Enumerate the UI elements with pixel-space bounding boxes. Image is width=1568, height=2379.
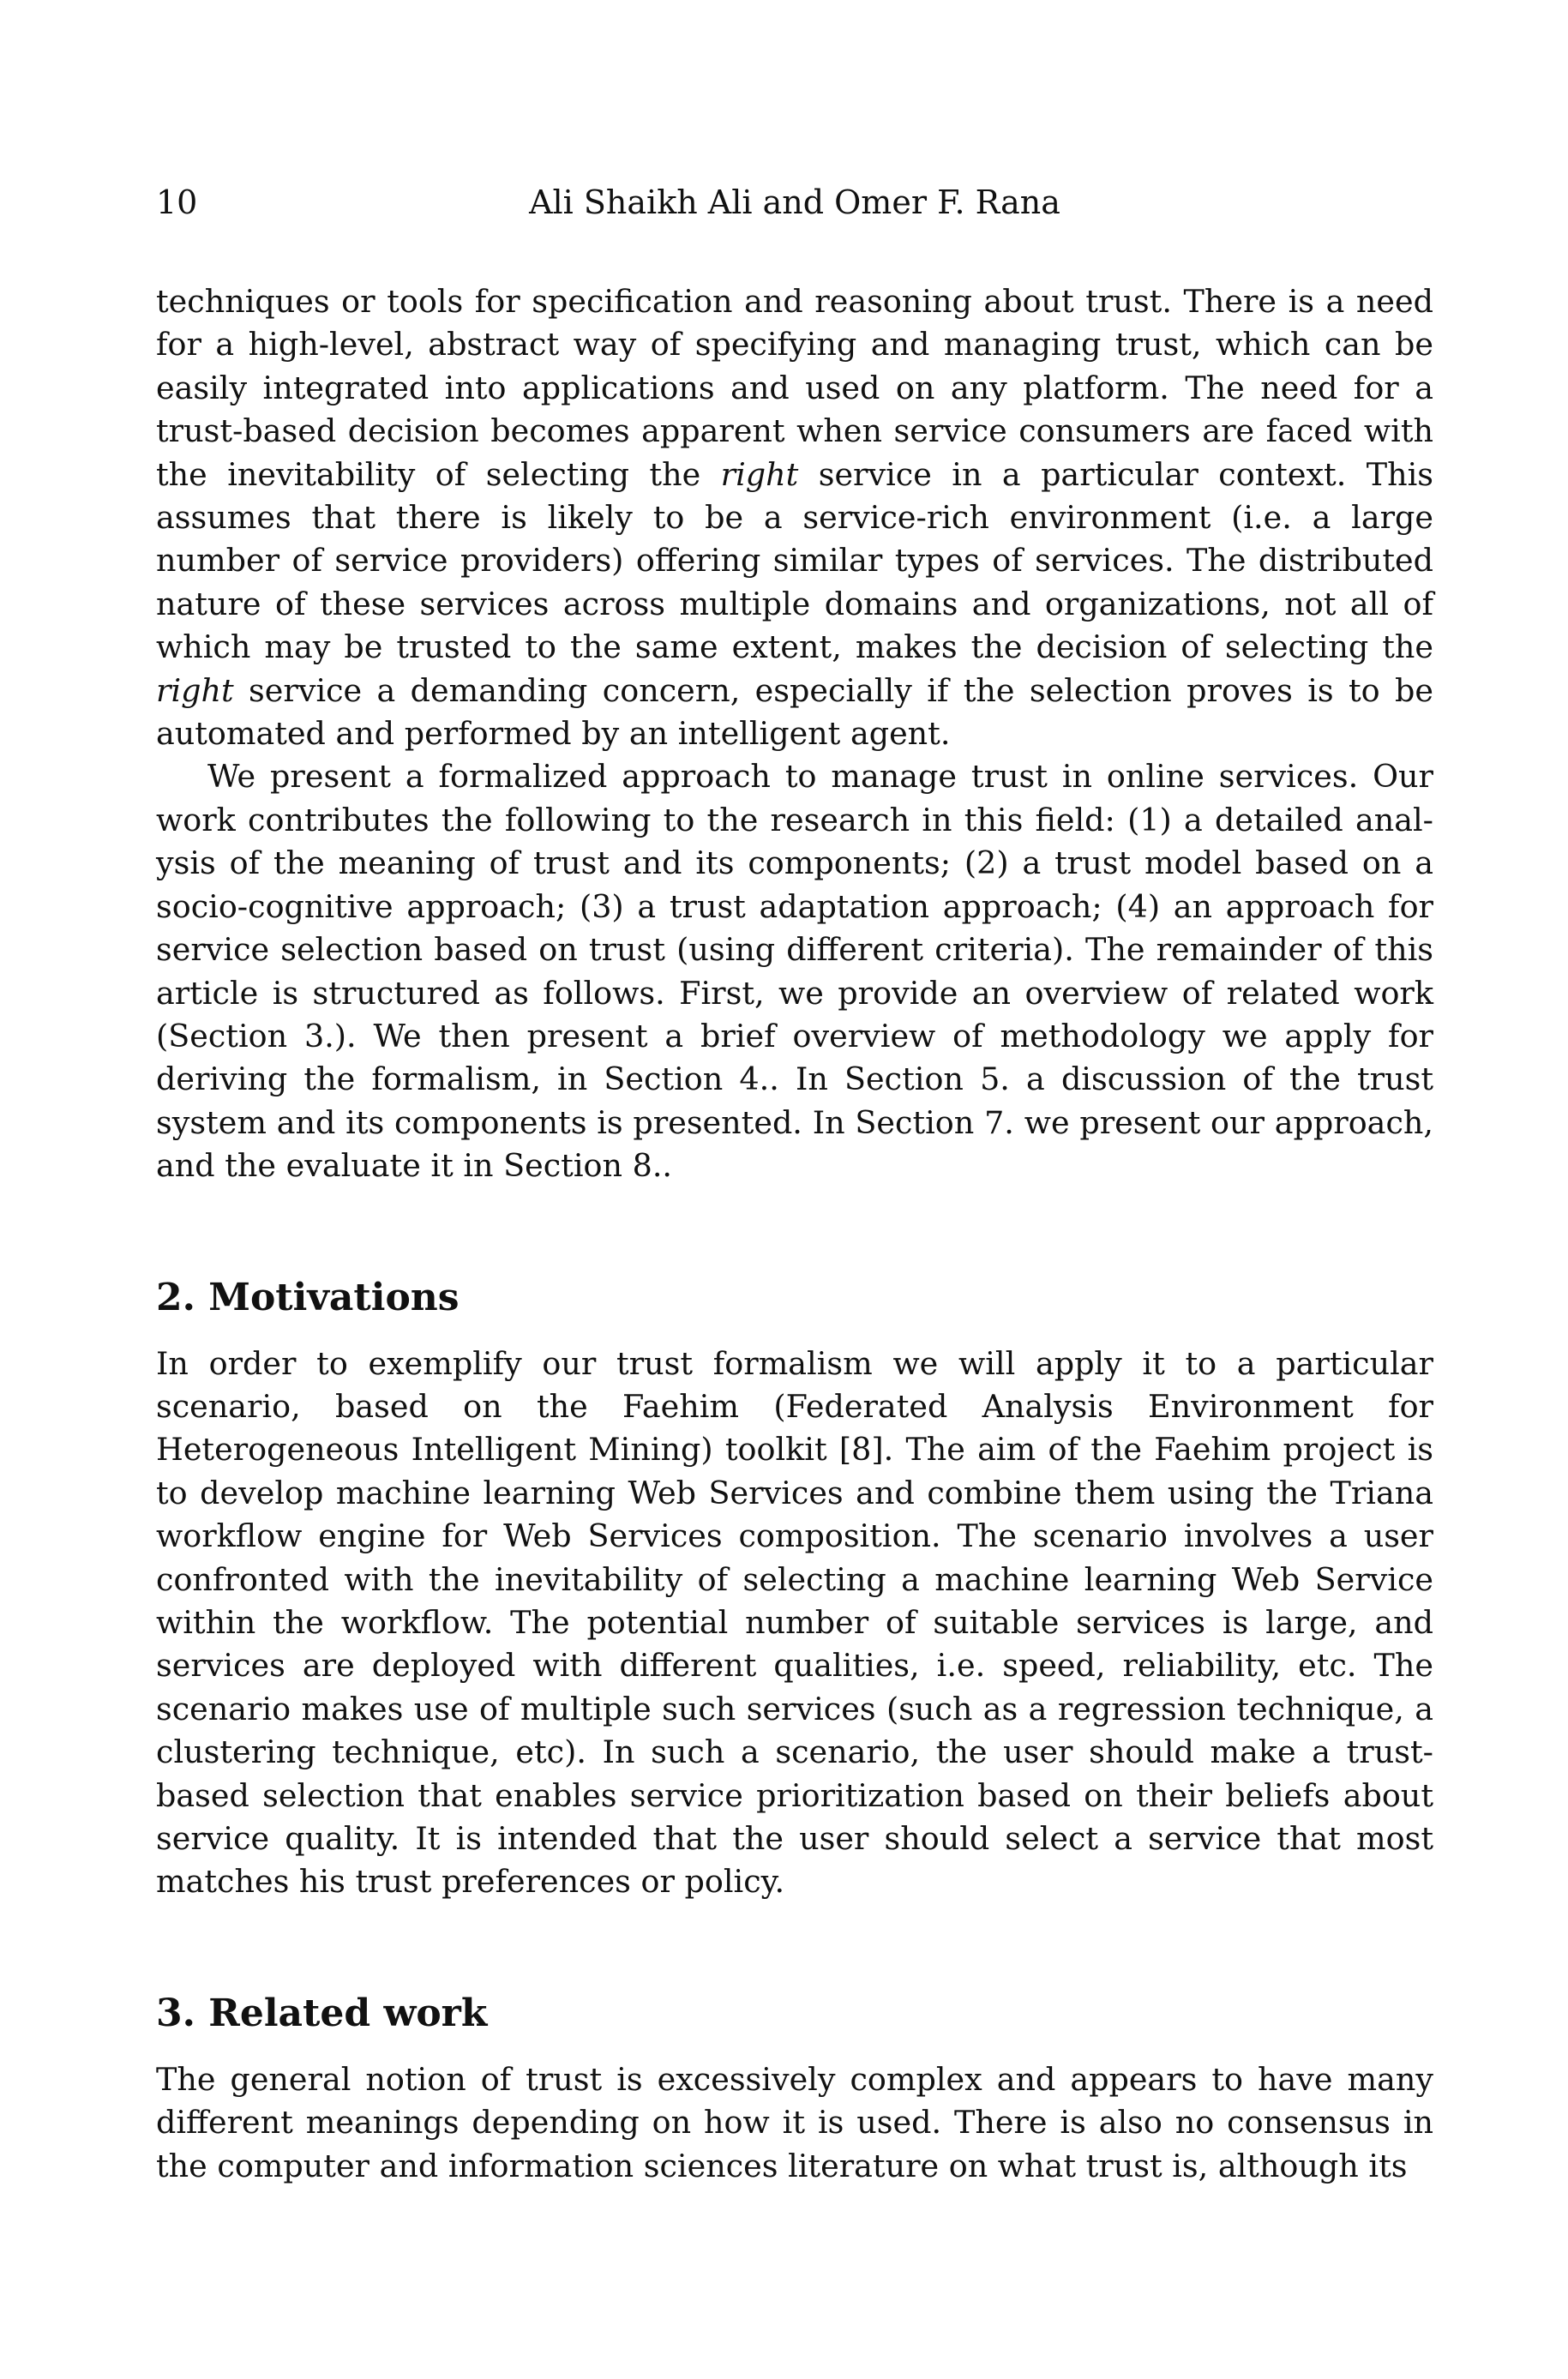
page-number: 10	[156, 183, 198, 221]
intro-p1-text-c: service a demanding concern, especially if the selection proves is to be automated and performed by an intelligent agent.	[156, 671, 1433, 753]
running-title: Ali Shaikh Ali and Omer F. Rana	[529, 183, 1060, 221]
section-2-heading: 2. Motivations	[156, 1275, 460, 1319]
intro-paragraph-1	[156, 280, 1433, 755]
section-3-heading: 3. Related work	[156, 1991, 488, 2035]
section-2-paragraph-1: In order to exemplify our trust formalism we will apply it to a particular scenario, based on the Faehim (Federated Analysis Environment for Heterogeneous Intelligent Mining) toolkit [8]. The aim of the Faehim project is to develop machine learning Web Services and combine them using the Triana workflow engine for Web Services composition. The scenario involves a user confronted with the inevitability of selecting a machine learning Web Service within the workflow. The potential number of suitable services is large, and services are deployed with different qualities, i.e. speed, reliability, etc. The scenario makes use of multiple such services (such as a regression technique, a clustering technique, etc). In such a scenario, the user should make a trust-based selection that enables service prioritization based on their beliefs about service quality. It is intended that the user should select a service that most matches his trust preferences or policy.	[156, 1344, 1433, 1901]
running-head	[156, 178, 1433, 226]
emphasis-right-1: right	[720, 455, 799, 493]
section-3-paragraph-1: The general notion of trust is excessively complex and appears to have many different meanings depending on how it is used. There is also no consensus in the computer and information sciences literature on what trust is, although its	[156, 2060, 1433, 2184]
intro-p1-text-a: techniques or tools for specification and reasoning about trust. There is a need for a high-level, abstract way of specifying and managing trust, which can be easily integrated into applications and used on any platform. The need for a trust-based decision becomes apparent when service consumers are faced with the inevitability of selecting the	[156, 283, 1433, 493]
body-text	[156, 280, 1433, 2188]
intro-paragraph-2: We present a formalized approach to manage trust in online services. Our work contributes the following to the research in this field: (1) a detailed analysis of the meaning of trust and its components; (2) a trust model based on a socio-cognitive approach; (3) a trust adaptation approach; (4) an approach for service selection based on trust (using different criteria). The remainder of this article is structured as follows. First, we provide an overview of related work (Section 3.). We then present a brief overview of methodology we apply for deriving the formalism, in Section 4.. In Section 5. a discussion of the trust system and its components is presented. In Section 7. we present our approach, and the evaluate it in Section 8..	[156, 758, 1433, 1185]
emphasis-right-2: right	[156, 671, 234, 709]
intro-p1-text-b: service in a particular context. This assumes that there is likely to be a service-rich environment (i.e. a large number of service providers) offering similar types of services. The distributed nature of these services across multiple domains and organizations, not all of which may be trusted to the same extent, makes the decision of selecting the	[156, 455, 1433, 666]
